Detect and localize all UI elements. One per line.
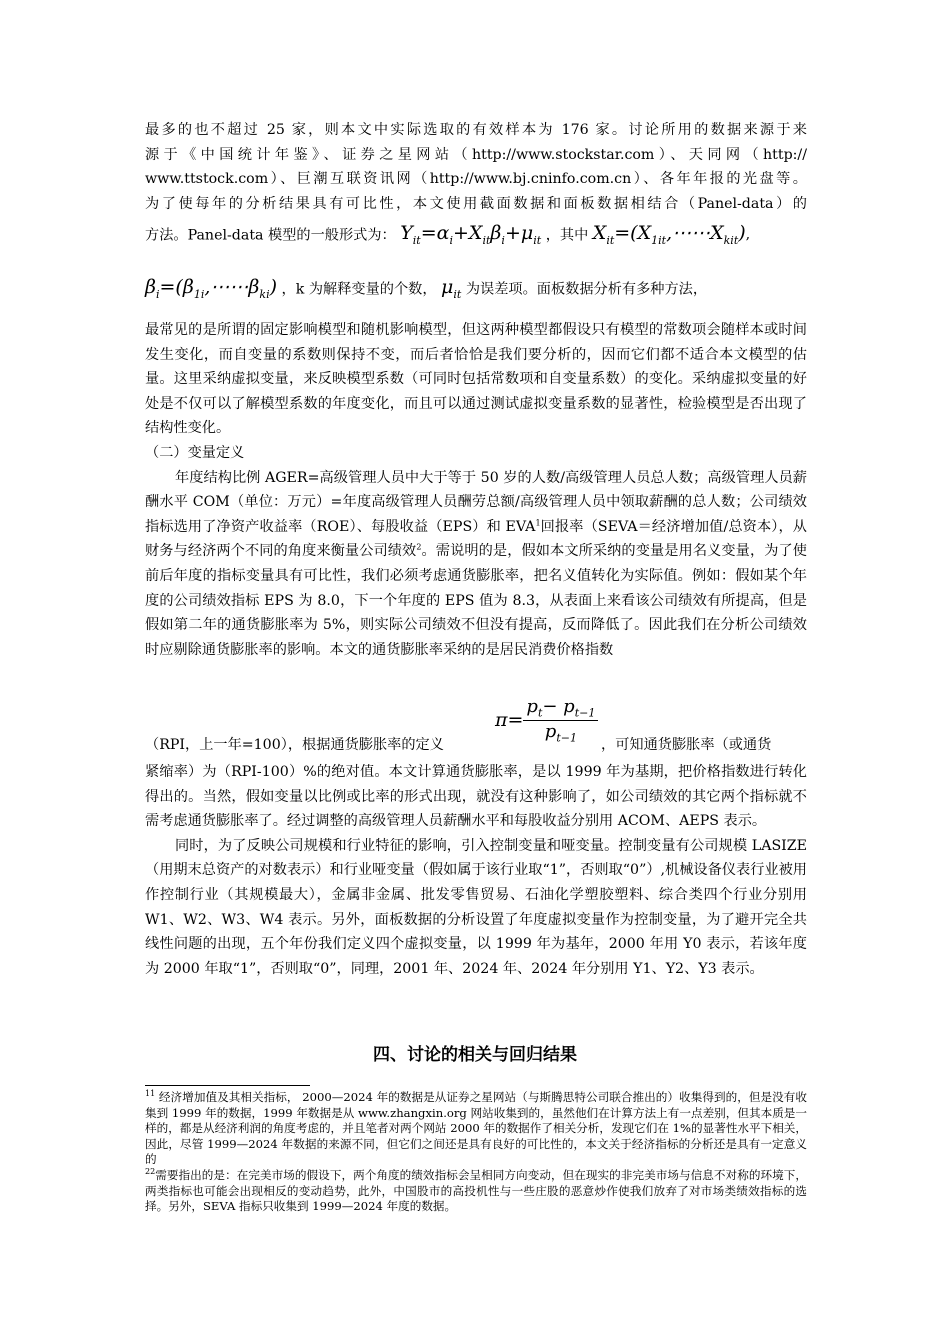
inflation-formula: π= $\frac{p_t- p_{t-1}}{p_{t-1}}$ (495, 696, 598, 744)
text-line: 源于《中国统计年鉴》、证券之星网站（http://www.stockstar.com）、天同网（http:// (145, 146, 807, 163)
beta-definition-line (145, 276, 807, 301)
section-title-variable-definition: （二）变量定义 (145, 444, 245, 461)
text-fragment: ，其中 (545, 227, 589, 244)
paragraph-data-sources (145, 118, 807, 216)
paragraph-text: 最常见的是所谓的固定影响模型和随机影响模型，但这两种模型都假设只有模型的常数项会随样本或时间发生变化，而自变量的系数则保持不变，而后者恰恰是我们要分析的，因而它们都不适合本文模型的估量。这里采纳虚拟变量，来反映模型系数（可同时包括常数项和自变量系数）的变化。采纳虚拟变量的好处是不仅可以了解模型系数的年度变化，而且可以通过测试虚拟变量系数的显著性，检验模型是否出现了结构性变化。 (145, 322, 807, 437)
footnote-mark-1: 11 (145, 1089, 156, 1099)
inflation-definition-line (145, 696, 807, 758)
beta-vector-equation: $\beta_i=(\beta_{1i},\cdots\cdots\beta_{ki})$ (145, 276, 278, 301)
text-fragment: ，k 为解释变量的个数， (281, 281, 437, 298)
footnote-ref-2[interactable]: 2 (416, 542, 422, 552)
footnote-divider (145, 1085, 310, 1086)
paragraph-control-variables: 同时，为了反映公司规模和行业特征的影响，引入控制变量和哑变量。控制变量有公司规模 LASIZE（用期末总资产的对数表示）和行业哑变量（假如属于该行业取“1”，否则取“0”）,机械设备仪表行业被用作控制行业（其规模最大），金属非金属、批发零售贸易、石油化学塑胶塑料、综合类四个行业分别用 W1、W2、W3、W4 表示。另外，面板数据的分析设置了年度虚拟变量作为控制变量，为了避开完全共线性问题的出现，五个年份我们定义四个虚拟变量，以 1999 年为基年，2000 年用 Y0 表示，若该年度为 2000 年取“1”，否则取“0”，同理，2001 年、2024 年、2024 年分别用 Y1、Y2、Y3 表示。 (145, 837, 807, 977)
text-fragment: （RPI，上一年=100），根据通货膨胀率的定义 (145, 737, 444, 753)
footnotes (145, 1090, 807, 1215)
x-vector-equation: $X_{it}=(X_{1it},\cdots\cdots X_{kit})$ (592, 222, 746, 247)
text-fragment: 。需说明的是，假如本文所采纳的变量是用名义变量，为了使前后年度的指标变量具有可比性，我们必须考虑通货膨胀率，把名义值转化为实际值。例如：假如某个年度的公司绩效指标 EPS 为 8.0，下一个年度的 EPS 值为 8.3，从表面上来看该公司绩效有所提高，但是假如第二年的通货膨胀率为 5%，则实际公司绩效不但没有提高，反而降低了。因此我们在分析公司绩效时应剔除通货膨胀率的影响。本文的通货膨胀率采纳的是居民消费价格指数 (145, 543, 807, 658)
footnote-1 (145, 1090, 807, 1168)
paragraph-inflation (145, 760, 807, 981)
text-fragment: ，可知通货膨胀率（或通货 (601, 737, 772, 753)
footnote-text: 经济增加值及其相关指标， 2000—2024 年的数据是从证券之星网站（与斯腾思特公司联合推出的）收集得到的，但是没有收集到 1999 年的数据，1999 年数据是从 www.zhangxin.org 网站收集到的，虽然他们在计算方法上有一点差别，但其本质是一样的，都是从经济利润的角度考虑的，并且笔者对两个网站 2000 年的数据作了相关分析，发现它们在 1%的显著性水平下相关，因此，尽管 1999—2024 年数据的来源不同，但它们之间还是具有良好的可比性的，本文关于经济指标的分析还是具有一定意义的 (145, 1090, 807, 1167)
section-heading-results: 四、讨论的相关与回归结果 (373, 1045, 577, 1065)
text-fragment: 方法。Panel-data 模型的一般形式为： (145, 227, 396, 244)
paragraph-text: 紧缩率）为（RPI-100）%的绝对值。本文计算通货膨胀率，是以 1999 年为基期，把价格指数进行转化得出的。当然，假如变量以比例或比率的形式出现，就没有这种影响了，如公司绩效的其它两个指标就不需考虑通货膨胀率了。经过调整的高级管理人员薪酬水平和每股收益分别用 ACOM、AEPS 表示。 (145, 764, 807, 830)
text-fragment: 年度结构比例 AGER=高级管理人员中大于等于 50 岁的人数/高级管理人员总人数；高级管理人员薪酬水平 COM（单位：万元）=年度高级管理人员酬劳总额/高级管理人员中领取薪酬的总人数；公司绩效指标选用了净资产收益率（ROE）、每股收益（EPS）和 EVA (145, 469, 807, 535)
text-line: 为了使每年的分析结果具有可比性，本文使用截面数据和面板数据相结合（Panel-data）的 (145, 195, 807, 212)
text-fragment: 为误差项。面板数据分析有多种方法， (465, 281, 708, 298)
paragraph-variable-definition (145, 466, 807, 663)
text-line: www.ttstock.com）、巨潮互联资讯网（http://www.bj.cninfo.com.cn）、各年年报的光盘等。 (145, 171, 807, 188)
text-line: 最多的也不超过 25 家，则本文中实际选取的有效样本为 176 家。讨论所用的数据来源于来 (145, 122, 807, 138)
footnote-ref-1[interactable]: 1 (535, 518, 541, 528)
footnote-text: 需要指出的是：在完美市场的假设下，两个角度的绩效指标会呈相同方向变动，但在现实的非完美市场与信息不对称的环境下，两类指标也可能会出现相反的变动趋势，此外，中国股市的高投机性与一些庄股的恶意炒作使我们放弃了对市场类绩效指标的选择。另外，SEVA 指标只收集到 1999—2024 年度的数据。 (145, 1167, 807, 1214)
paragraph-panel-methods (145, 318, 807, 662)
footnote-mark-2: 22 (145, 1167, 156, 1177)
error-term-symbol: $\mu_{it}$ (441, 276, 462, 301)
footnote-2 (145, 1168, 807, 1215)
panel-model-formula-line: 方法。Panel-data 模型的一般形式为： $Y_{it}=\alpha_i+X_{it}\beta_i+\mu_{it}$ ，其中 $X_{it}=(X_{1it},\cdots\cdots X_{kit})$, (145, 222, 751, 247)
text-fragment: 回报率（SEVA＝经济增加值/总资本），从财务与经济两个不同的角度来衡量公司绩效 (145, 518, 807, 560)
panel-model-equation: $Y_{it}=\alpha_i+X_{it}\beta_i+\mu_{it}$ (400, 222, 542, 247)
